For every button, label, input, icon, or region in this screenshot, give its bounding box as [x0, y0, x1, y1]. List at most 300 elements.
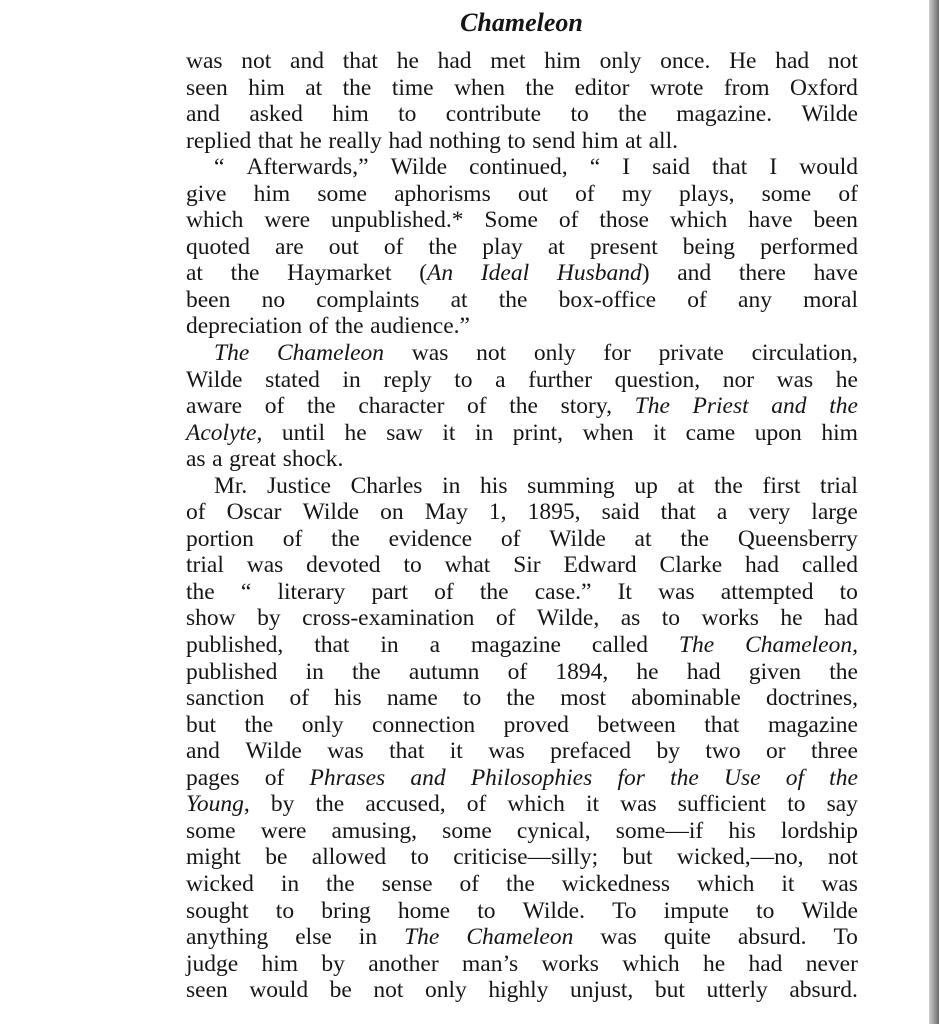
word: but	[186, 711, 217, 738]
word: Wilde.	[522, 897, 585, 924]
word: Wilde	[245, 738, 302, 765]
word: only	[301, 711, 344, 738]
text-line	[186, 393, 858, 420]
text-line	[186, 605, 858, 632]
word: the	[506, 685, 536, 712]
word: private	[658, 340, 724, 367]
word: he	[636, 658, 659, 685]
word: him	[544, 48, 581, 74]
text-line	[186, 818, 858, 845]
text-line	[186, 128, 858, 155]
word: the	[186, 578, 215, 605]
word: nothing	[429, 127, 501, 154]
word: said	[652, 154, 690, 181]
word: highly	[488, 977, 549, 1004]
word: in	[474, 419, 494, 446]
word: Wilde	[390, 154, 448, 181]
word: had	[748, 950, 783, 977]
text-line	[186, 977, 858, 1004]
word: of	[467, 393, 487, 420]
word: it	[442, 419, 456, 446]
body-text	[186, 48, 858, 1004]
word: autumn	[408, 658, 480, 685]
text-line	[186, 340, 858, 367]
word: in	[358, 924, 378, 951]
word: but	[654, 977, 685, 1004]
word: three	[810, 738, 858, 765]
text-line	[186, 685, 858, 712]
word: sufficient	[677, 791, 767, 818]
word: case.”	[534, 578, 592, 605]
word: (An	[419, 260, 454, 287]
text-line	[186, 260, 858, 287]
word: evidence	[388, 525, 473, 552]
word: any	[738, 286, 772, 313]
word: box-office	[558, 286, 657, 313]
word: the	[506, 870, 535, 897]
word: Wilde	[801, 897, 858, 924]
word: seen	[186, 74, 228, 101]
word: at	[186, 260, 203, 287]
word: to	[507, 127, 526, 154]
word: of	[466, 791, 487, 818]
word: pages	[186, 764, 240, 791]
word: Afterwards,”	[246, 154, 369, 181]
word: cross-examination	[302, 605, 475, 632]
word: “	[214, 154, 225, 181]
word: of	[264, 393, 285, 420]
word: Mr.	[214, 472, 248, 499]
word: that	[257, 127, 294, 154]
word: as	[620, 605, 641, 632]
word: was	[488, 738, 525, 765]
text-line	[186, 712, 858, 739]
word: at	[677, 472, 695, 499]
word: be	[329, 977, 352, 1004]
word: have	[748, 207, 793, 234]
word: the	[829, 764, 858, 791]
word: to	[839, 578, 858, 605]
word: to	[403, 552, 422, 579]
word: audience.”	[370, 313, 470, 340]
text-line	[186, 287, 858, 314]
word: attempted	[720, 578, 814, 605]
word: was	[658, 578, 695, 605]
word: Ideal	[480, 260, 530, 287]
word: it	[781, 870, 795, 897]
word: for	[603, 340, 631, 367]
word: the	[428, 233, 458, 260]
text-line	[186, 871, 858, 898]
word: quite	[663, 924, 711, 951]
text-line	[186, 207, 858, 234]
word: magazine	[767, 711, 858, 738]
word: I	[622, 154, 631, 181]
word: of	[264, 764, 285, 791]
word: and	[410, 764, 446, 791]
word: man’s	[462, 950, 519, 977]
word: of	[575, 180, 595, 207]
word: that	[712, 154, 748, 181]
text-line	[186, 738, 858, 765]
text-line	[186, 844, 858, 871]
word: was	[776, 366, 814, 393]
word: between	[597, 711, 676, 738]
word: to	[410, 844, 429, 871]
word: had	[824, 605, 858, 632]
word: two	[705, 738, 741, 765]
word: in	[380, 632, 399, 659]
word: once.	[660, 48, 711, 74]
word: might	[186, 844, 241, 871]
word: out	[328, 233, 359, 260]
word: and	[186, 738, 220, 765]
word: and	[290, 48, 324, 74]
word: give	[186, 180, 227, 207]
word: of	[282, 525, 303, 552]
word: Charles	[350, 472, 423, 499]
text-line	[186, 526, 858, 553]
word: say	[826, 791, 858, 818]
word: never	[805, 950, 858, 977]
word: the	[230, 260, 260, 287]
word: are	[275, 233, 304, 260]
word: absurd.	[789, 977, 858, 1004]
word: the	[244, 711, 274, 738]
word: what	[444, 552, 491, 579]
word: by	[321, 950, 345, 977]
word: trial	[820, 472, 858, 499]
word: there	[738, 260, 786, 287]
word: to	[275, 897, 295, 924]
word: and	[771, 393, 807, 420]
word: Oscar	[226, 499, 282, 526]
text-line	[186, 154, 858, 181]
word: The	[214, 340, 250, 367]
text-line	[186, 632, 858, 659]
word: story,	[560, 393, 612, 420]
word: when	[582, 419, 634, 446]
word: he	[299, 127, 322, 154]
word: depreciation	[186, 313, 303, 340]
word: him	[821, 419, 858, 446]
word: I	[769, 154, 778, 181]
word: to	[787, 791, 806, 818]
word: were	[260, 817, 307, 844]
word: his	[728, 817, 756, 844]
word: in	[342, 366, 361, 393]
word: the	[498, 286, 528, 313]
word: was	[186, 48, 223, 74]
word: To	[833, 924, 858, 951]
word: a	[212, 446, 223, 473]
word: performed	[760, 233, 858, 260]
word: or	[765, 738, 786, 765]
text-line	[186, 579, 858, 606]
word: Phrases	[309, 764, 386, 791]
word: really	[328, 127, 382, 154]
word: only	[424, 977, 467, 1004]
word: magazine	[470, 632, 561, 659]
word: summing	[527, 472, 615, 499]
word: had	[745, 552, 779, 579]
word: Chameleon	[466, 924, 574, 951]
word: at	[547, 233, 565, 260]
word: the	[714, 472, 743, 499]
word: the	[342, 74, 372, 101]
word: of	[459, 870, 480, 897]
word: devoted	[306, 552, 381, 579]
word: be	[265, 844, 288, 871]
word: anything	[186, 924, 269, 951]
word: asked	[249, 101, 303, 128]
word: The	[678, 632, 715, 659]
word: large	[811, 499, 858, 526]
word: published	[186, 658, 278, 685]
text-line	[186, 446, 858, 473]
word: most	[560, 685, 606, 712]
word: he	[344, 419, 367, 446]
word: on	[380, 499, 404, 526]
word: he	[396, 48, 419, 74]
word: doctrines,	[765, 685, 858, 712]
word: in	[280, 870, 300, 897]
word: was	[327, 738, 364, 765]
word: my	[621, 180, 652, 207]
word: of	[186, 499, 206, 526]
word: when	[454, 74, 505, 101]
word: the	[334, 313, 364, 340]
word: of	[383, 233, 404, 260]
word: continued,	[469, 154, 568, 181]
word: and	[186, 101, 220, 128]
word: of	[500, 525, 521, 552]
word: some—if	[615, 817, 704, 844]
word: him	[248, 74, 285, 101]
word: quoted	[186, 233, 250, 260]
scrollbar-edge	[929, 0, 939, 1024]
word: the	[479, 578, 509, 605]
word: replied	[186, 127, 252, 154]
word: contribute	[445, 101, 542, 128]
word: nor	[722, 366, 755, 393]
word: home	[397, 897, 451, 924]
word: sanction	[186, 685, 265, 712]
word: proved	[503, 711, 569, 738]
word: impute	[663, 897, 729, 924]
word: stated	[265, 366, 320, 393]
word: play	[482, 233, 523, 260]
word: Some	[484, 207, 538, 234]
word: been	[813, 207, 858, 234]
word: to	[477, 897, 496, 924]
text-line	[186, 659, 858, 686]
word: abominable	[631, 685, 741, 712]
text-line	[186, 313, 858, 340]
word: was	[821, 870, 858, 897]
word: further	[528, 366, 593, 393]
word: the	[331, 525, 360, 552]
word: Wilde	[302, 499, 360, 526]
word: met	[490, 48, 526, 74]
running-head: Chameleon	[460, 8, 583, 37]
text-line	[186, 101, 858, 128]
word: which	[186, 207, 244, 234]
word: him	[581, 127, 619, 154]
word: May	[424, 499, 468, 526]
word: 1894,	[555, 658, 609, 685]
text-line	[186, 924, 858, 951]
word: reply	[383, 366, 432, 393]
word: great	[229, 446, 277, 473]
word: the	[670, 764, 699, 791]
word: present	[589, 233, 658, 260]
word: was	[620, 791, 657, 818]
word: works	[701, 605, 759, 632]
word: Justice	[266, 472, 331, 499]
word: but	[622, 844, 653, 871]
word: very	[748, 499, 791, 526]
word: to	[454, 366, 473, 393]
word: allowed	[311, 844, 387, 871]
word: not	[373, 977, 404, 1004]
word: to	[462, 685, 482, 712]
word: not	[827, 844, 858, 871]
word: Use	[723, 764, 761, 791]
word: absurd.	[737, 924, 807, 951]
word: not	[827, 48, 858, 74]
word: Clarke	[659, 552, 723, 579]
word: was	[600, 924, 637, 951]
word: works	[541, 950, 599, 977]
text-line	[186, 552, 858, 579]
word: the	[352, 658, 381, 685]
text-line	[186, 367, 858, 394]
text-line	[186, 181, 858, 208]
word: that	[660, 499, 696, 526]
word: had	[686, 658, 721, 685]
word: by	[270, 791, 295, 818]
word: utterly	[706, 977, 768, 1004]
word: it	[585, 791, 599, 818]
word: Haymarket	[287, 260, 392, 287]
word: sought	[186, 897, 249, 924]
word: He	[729, 48, 757, 74]
word: up	[634, 472, 658, 499]
text-line	[186, 48, 858, 75]
word: literary	[277, 578, 346, 605]
word: Queensberry	[737, 525, 858, 552]
word: that	[389, 738, 425, 765]
word: criticise—silly;	[453, 844, 599, 871]
word: some	[442, 817, 492, 844]
word: to	[570, 101, 589, 128]
word: accused,	[365, 791, 446, 818]
word: the	[326, 870, 355, 897]
word: Oxford	[789, 74, 858, 101]
word: not	[476, 340, 507, 367]
word: circulation,	[751, 340, 858, 367]
word: the	[680, 525, 710, 552]
word: Sir	[513, 552, 541, 579]
word: Philosophies	[470, 764, 593, 791]
word: portion	[186, 525, 254, 552]
word: trial	[186, 552, 224, 579]
word: unjust,	[569, 977, 634, 1004]
word: saw	[386, 419, 423, 446]
word: Acolyte,	[186, 419, 263, 446]
word: a	[495, 366, 506, 393]
word: To	[612, 897, 637, 924]
word: not	[241, 48, 272, 74]
text-line	[186, 75, 858, 102]
text-line	[186, 791, 858, 818]
word: to	[661, 605, 681, 632]
word: upon	[754, 419, 802, 446]
word: it	[653, 419, 667, 446]
word: those	[599, 207, 649, 234]
word: only	[599, 48, 642, 74]
word: wrote	[649, 74, 704, 101]
word: and	[677, 260, 712, 287]
word: sense	[381, 870, 433, 897]
word: plays,	[678, 180, 735, 207]
word: shock.	[282, 446, 344, 473]
word: the	[525, 74, 555, 101]
word: 1895,	[527, 499, 581, 526]
word: of	[289, 685, 310, 712]
word: Chameleon,	[745, 632, 858, 659]
text-line	[186, 951, 858, 978]
word: out	[517, 180, 548, 207]
word: a	[716, 499, 728, 526]
word: a	[429, 632, 440, 659]
word: The	[634, 393, 670, 420]
word: by	[257, 605, 281, 632]
word: for	[617, 764, 645, 791]
word: the	[509, 393, 538, 420]
word: published,	[186, 632, 284, 659]
word: prefaced	[550, 738, 632, 765]
word: him	[332, 101, 369, 128]
word: Wilde	[801, 101, 858, 128]
word: “	[240, 578, 252, 605]
word: of	[495, 605, 516, 632]
word: said	[601, 499, 640, 526]
word: unpublished.*	[330, 207, 464, 234]
word: magazine.	[676, 101, 773, 128]
word: from	[723, 74, 770, 101]
word: another	[368, 950, 439, 977]
word: that	[704, 711, 740, 738]
word: bring	[321, 897, 371, 924]
word: were	[264, 207, 311, 234]
word: of	[558, 207, 579, 234]
word: Edward	[563, 552, 637, 579]
word: which	[669, 207, 728, 234]
word: called	[591, 632, 648, 659]
word: of	[687, 286, 707, 313]
word: his	[334, 685, 362, 712]
word: his	[480, 472, 508, 499]
word: at	[634, 525, 652, 552]
word: the	[829, 658, 858, 685]
word: of	[838, 180, 858, 207]
word: to	[398, 101, 417, 128]
word: show	[186, 605, 236, 632]
word: connection	[372, 711, 476, 738]
word: lordship	[780, 817, 858, 844]
